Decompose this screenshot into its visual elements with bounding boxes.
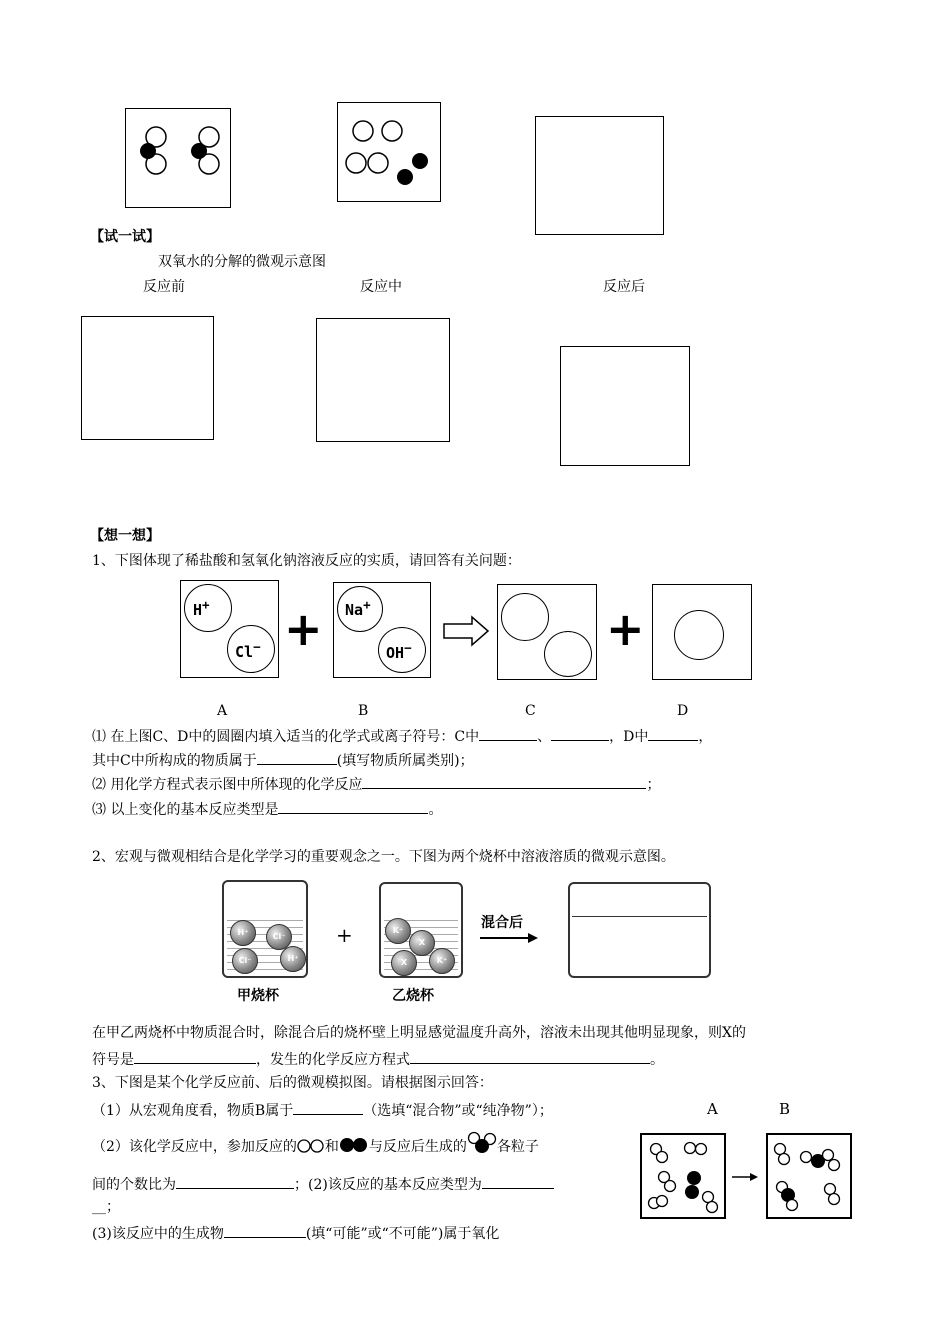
q3-box-a [640, 1133, 726, 1219]
draw-box-after[interactable] [560, 346, 690, 466]
q2-line2: 符号是 ，发生的化学反应方程式 。 [92, 1049, 664, 1069]
beaker-b-label: 乙烧杯 [392, 988, 434, 1004]
ion-ball: Cl⁻ [232, 948, 258, 974]
q1-box-c [497, 584, 597, 680]
answer-blank-c2[interactable] [551, 726, 609, 741]
h-ion-label: H+ [193, 597, 210, 619]
answer-blank-x-symbol[interactable] [134, 1049, 256, 1064]
q1-line4: ⑶ 以上变化的基本反应类型是 。 [92, 799, 442, 819]
mix-arrow-icon [480, 932, 540, 944]
q1-box-b [333, 582, 431, 678]
water-molecules-diagram [126, 109, 229, 206]
q3-line1: （1）从宏观角度看，物质B属于 （选填“混合物”或“纯净物”）； [92, 1100, 553, 1120]
answer-blank-q2-equation[interactable] [410, 1049, 650, 1064]
c-blank-circle-2[interactable] [544, 631, 592, 677]
q3-box-b [766, 1133, 852, 1219]
na-ion-label: Na+ [345, 597, 371, 619]
box-label-a: A [217, 703, 228, 719]
product-molecule-icon [467, 1131, 497, 1157]
q1-box-a [180, 580, 279, 678]
oh-ion-label: OH− [386, 640, 412, 662]
molecule-box-2 [337, 102, 441, 202]
q3-intro: 3、下图是某个化学反应前、后的微观模拟图。请根据图示回答： [92, 1075, 493, 1091]
q1-box-d [652, 584, 752, 680]
q1-line3: ⑵ 用化学方程式表示图中所体现的化学反应 ； [92, 774, 660, 794]
ion-ball: X [409, 930, 435, 956]
answer-blank-reaction-type[interactable] [278, 799, 428, 814]
mix-arrow-label: 混合后 [481, 915, 523, 931]
ion-ball: Cl⁻ [266, 924, 292, 950]
c-blank-circle-1[interactable] [501, 593, 549, 641]
ion-ball: H⁺ [280, 946, 306, 972]
d-blank-circle[interactable] [674, 610, 724, 660]
beaker-a [222, 880, 308, 978]
two-white-atoms-icon [297, 1139, 325, 1153]
section-heading-try: 【试一试】 [90, 229, 160, 245]
q1-line2: 其中C中所构成的物质属于 (填写物质所属类别)； [92, 750, 474, 770]
box-label-d: D [677, 703, 689, 719]
try-title: 双氧水的分解的微观示意图 [158, 254, 326, 270]
plus-sign-2: + [606, 602, 645, 656]
answer-blank-equation[interactable] [362, 774, 646, 789]
molecule-box-3 [535, 116, 664, 235]
reaction-arrow-icon [442, 614, 490, 648]
cl-ion-label: Cl− [235, 639, 261, 661]
label-after: 反应后 [603, 279, 645, 295]
molecule-box-1 [125, 108, 231, 208]
box-label-c: C [525, 703, 536, 719]
q2-plus: + [336, 923, 353, 947]
beaker-mixed[interactable] [568, 882, 711, 978]
diagram-label-b: B [779, 1100, 791, 1118]
ion-ball: K⁺ [429, 948, 455, 974]
diagram-label-a: A [707, 1100, 718, 1118]
q3-products-diagram [768, 1135, 850, 1217]
answer-blank-b-type[interactable] [293, 1100, 363, 1115]
beaker-b [379, 882, 463, 978]
answer-blank-c1[interactable] [479, 726, 537, 741]
q2-intro: 2、宏观与微观相结合是化学学习的重要观念之一。下图为两个烧杯中溶液溶质的微观示意图。 [92, 849, 675, 865]
q3-line4: __； [92, 1199, 120, 1215]
two-black-atoms-icon [339, 1137, 369, 1153]
answer-blank-oxide[interactable] [224, 1223, 306, 1238]
plus-sign-1: + [284, 602, 323, 656]
ion-ball: K⁺ [385, 918, 411, 944]
box-label-b: B [358, 703, 369, 719]
beaker-a-label: 甲烧杯 [237, 988, 279, 1004]
q3-arrow-icon [732, 1172, 760, 1182]
answer-blank-d[interactable] [648, 726, 698, 741]
q3-line2: （2）该化学反应中，参加反应的 和 与反应后生成的 各粒子 [92, 1131, 539, 1157]
label-during: 反应中 [360, 279, 402, 295]
q3-line5: (3)该反应中的生成物 (填“可能”或“不可能”)属于氧化 [92, 1223, 499, 1243]
draw-box-before[interactable] [81, 316, 214, 440]
label-before: 反应前 [143, 279, 185, 295]
q1-line1: ⑴ 在上图C、D中的圆圈内填入适当的化学式或离子符号：C中 、 ，D中 ， [92, 726, 712, 746]
answer-blank-category[interactable] [257, 750, 337, 765]
answer-blank-ratio[interactable] [176, 1174, 294, 1189]
ion-ball: H⁺ [230, 920, 256, 946]
q2-line1: 在甲乙两烧杯中物质混合时，除混合后的烧杯壁上明显感觉温度升高外，溶液未出现其他明显现象，则X的 [92, 1025, 746, 1041]
q3-line3: 间的个数比为 ；(2)该反应的基本反应类型为 [92, 1174, 554, 1194]
beaker-mixed-surface-line [572, 916, 707, 917]
q1-intro: 1、下图体现了稀盐酸和氢氧化钠溶液反应的实质，请回答有关问题： [92, 553, 521, 569]
q3-reactants-diagram [642, 1135, 724, 1217]
section-heading-think: 【想一想】 [90, 528, 160, 544]
draw-box-during[interactable] [316, 318, 450, 442]
answer-blank-q3-type[interactable] [482, 1174, 554, 1189]
atoms-diagram [338, 103, 439, 200]
ion-ball: X [391, 950, 417, 976]
